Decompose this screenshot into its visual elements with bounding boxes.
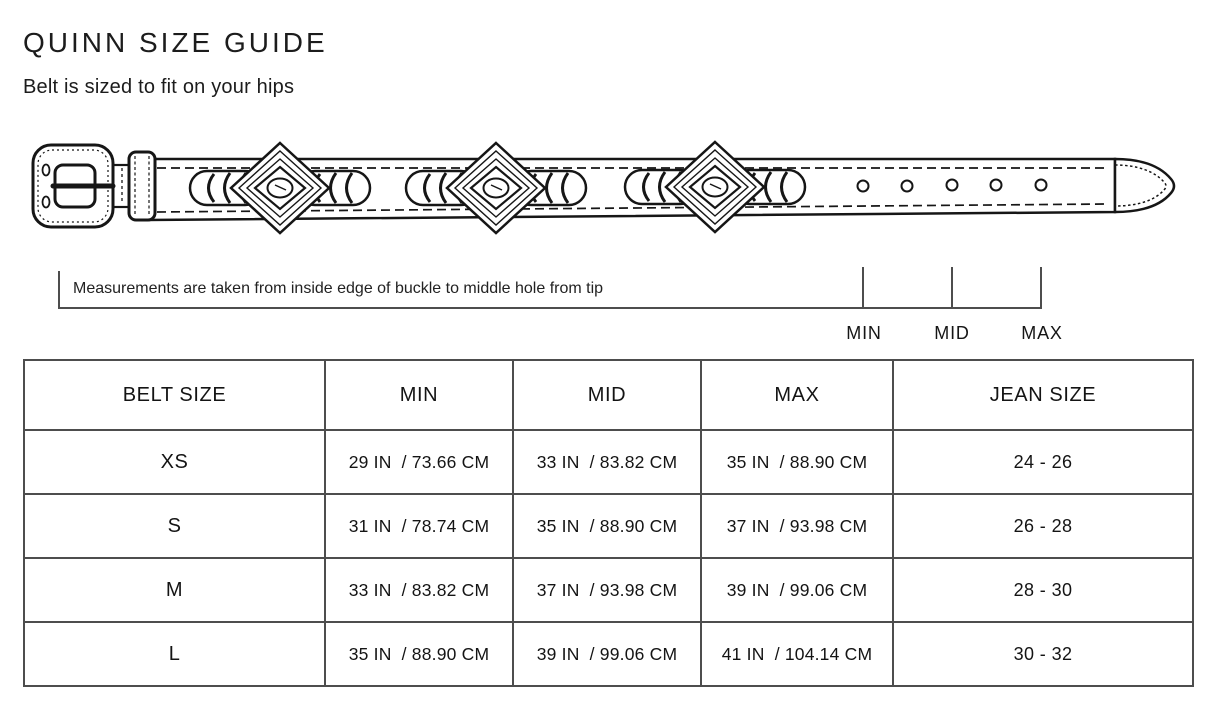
min-cell: 29 IN / 73.66 CM [325,430,513,494]
belt-tip [1115,159,1174,212]
bracket-tick-mid [951,267,953,309]
min-cell: 31 IN / 78.74 CM [325,494,513,558]
jean-size-cell: 24 - 26 [893,430,1193,494]
measurement-note: Measurements are taken from inside edge of buckle to middle hole from tip [73,280,604,297]
jean-size-cell: 30 - 32 [893,622,1193,686]
size-table [23,359,1194,687]
belt-size-cell: XS [24,430,325,494]
bracket-label-min: MIN [846,323,882,343]
column-header-min: MIN [325,360,513,430]
belt-size-cell: S [24,494,325,558]
page-subtitle: Belt is sized to fit on your hips [23,76,295,98]
belt-keeper [113,152,155,220]
column-header-max: MAX [701,360,893,430]
table-row-l [24,622,1193,686]
min-cell: 35 IN / 88.90 CM [325,622,513,686]
mid-cell: 35 IN / 88.90 CM [513,494,701,558]
max-cell: 35 IN / 88.90 CM [701,430,893,494]
column-header-jean-size: JEAN SIZE [893,360,1193,430]
measurement-bracket [58,271,1042,309]
belt-illustration-svg [25,135,1180,240]
belt-size-cell: L [24,622,325,686]
bracket-tick-max [1040,267,1042,309]
belt-size-cell: M [24,558,325,622]
mid-cell: 39 IN / 99.06 CM [513,622,701,686]
size-table-header-row [24,360,1193,430]
min-cell: 33 IN / 83.82 CM [325,558,513,622]
page-title: QUINN SIZE GUIDE [23,27,328,58]
table-row-m [24,558,1193,622]
jean-size-cell: 28 - 30 [893,558,1193,622]
mid-cell: 33 IN / 83.82 CM [513,430,701,494]
belt-illustration [25,135,1180,240]
column-header-mid: MID [513,360,701,430]
jean-size-cell: 26 - 28 [893,494,1193,558]
max-cell: 39 IN / 99.06 CM [701,558,893,622]
column-header-belt-size: BELT SIZE [24,360,325,430]
bracket-tick-min [862,267,864,309]
bracket-label-mid: MID [934,323,970,343]
mid-cell: 37 IN / 93.98 CM [513,558,701,622]
table-row-s [24,494,1193,558]
table-row-xs [24,430,1193,494]
belt-buckle [33,145,113,227]
bracket-label-max: MAX [1021,323,1063,343]
max-cell: 41 IN / 104.14 CM [701,622,893,686]
max-cell: 37 IN / 93.98 CM [701,494,893,558]
